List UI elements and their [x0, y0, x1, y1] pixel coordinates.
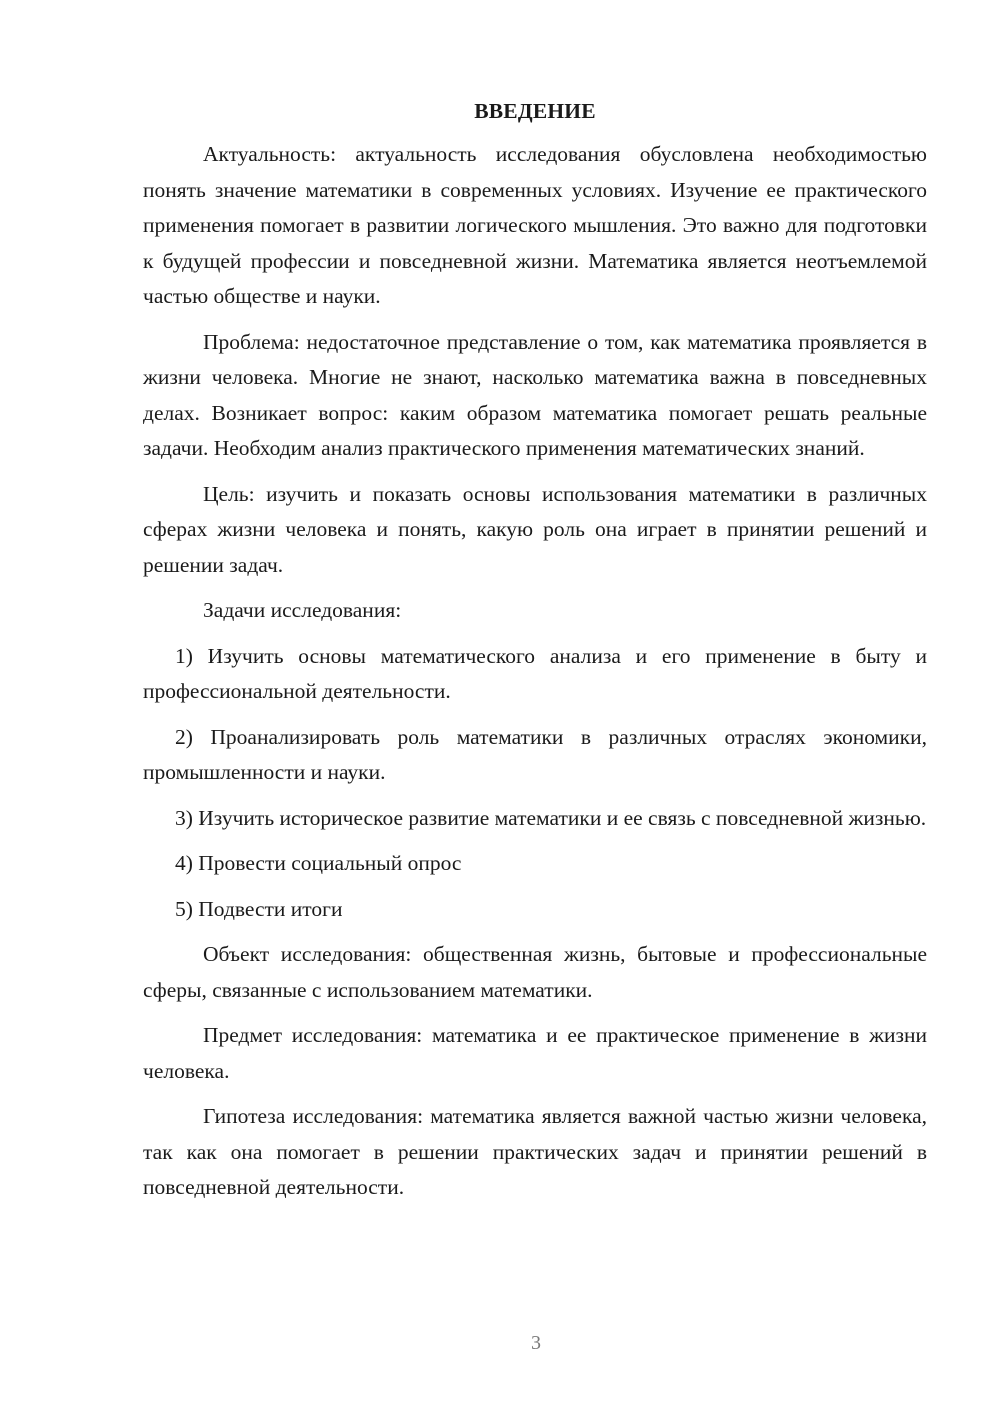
subject-paragraph: Предмет исследования: математика и ее практическое применение в жизни человека.	[143, 1023, 927, 1083]
document-body	[143, 96, 927, 1216]
task-item-4: 4) Провести социальный опрос	[175, 851, 462, 875]
goal-paragraph: Цель: изучить и показать основы использования математики в различных сферах жизни человека и понять, какую роль она играет в принятии решений и решении задач.	[143, 481, 927, 577]
hypothesis-paragraph: Гипотеза исследования: математика является важной частью жизни человека, так как она помогает в решении практических задач и принятии решений в повседневной деятельности.	[143, 1104, 927, 1199]
problem-paragraph: Проблема: недостаточное представление о том, как математика проявляется в жизни человека. Многие не знают, насколько математика важна в повседневных делах. Возникает вопрос: каким образом математика помогает решать реальные задачи. Необходим анализ практического применения математических знаний.	[143, 329, 927, 460]
object-paragraph: Объект исследования: общественная жизнь, бытовые и профессиональные сферы, связанные с использованием математики.	[143, 942, 927, 1002]
task-item-1: 1) Изучить основы математического анализа и его применение в быту и профессиональной деятельности.	[143, 643, 927, 703]
page-number: 3	[531, 1332, 541, 1354]
task-item-5: 5) Подвести итоги	[175, 896, 343, 921]
relevance-paragraph: Актуальность: актуальность исследования обусловлена необходимостью понять значение математики в современных условиях. Изучение ее практического применения помогает в развитии логического мышления. Это важно для подготовки к будущей профессии и повседневной жизни. Математика является неотъемлемой частью обществе и науки.	[143, 142, 927, 308]
section-title: ВВЕДЕНИЕ	[474, 99, 596, 123]
tasks-heading: Задачи исследования:	[203, 598, 402, 622]
task-item-2: 2) Проанализировать роль математики в различных отраслях экономики, промышленности и науки.	[143, 724, 927, 784]
task-item-3: 3) Изучить историческое развитие математики и ее связь с повседневной жизнью.	[175, 805, 927, 830]
